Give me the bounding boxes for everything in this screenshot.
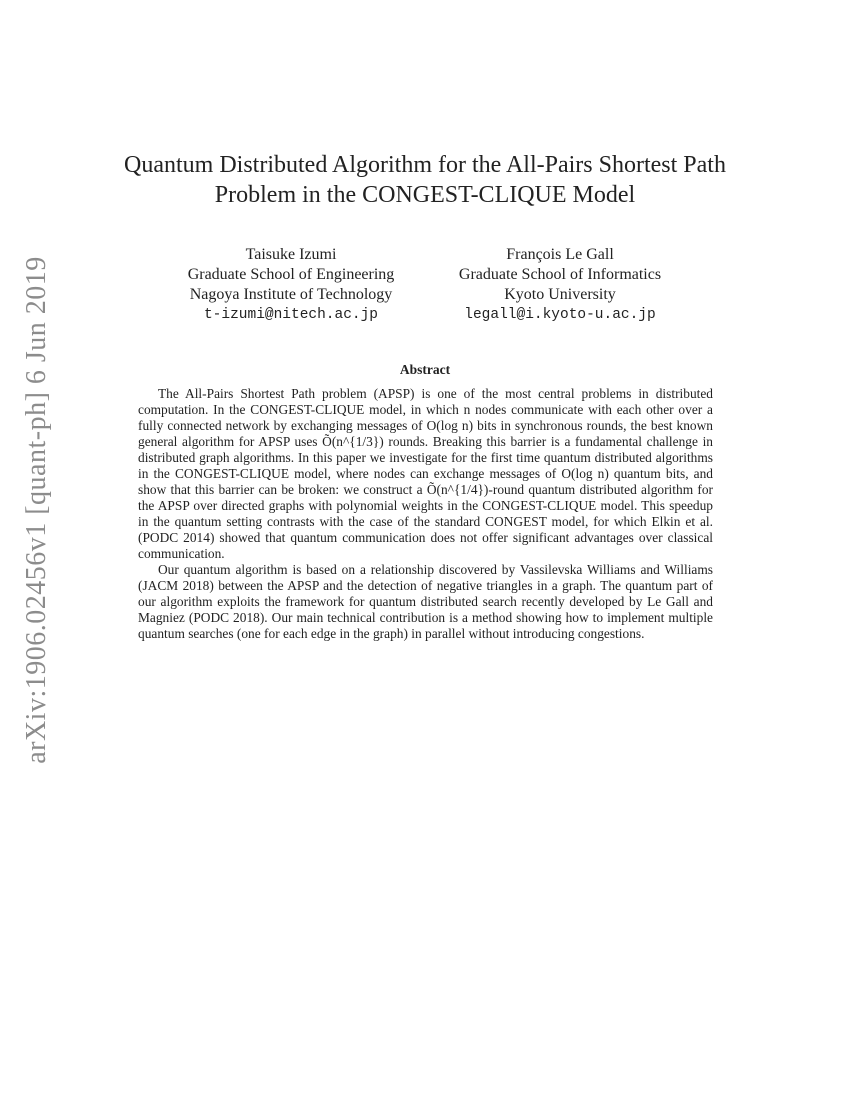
title-line-2: Problem in the CONGEST-CLIQUE Model <box>214 182 636 208</box>
abstract-heading: Abstract <box>399 362 451 377</box>
arxiv-identifier-stamp: arXiv:1906.02456v1 [quant-ph] 6 Jun 2019 <box>21 256 52 764</box>
abstract-paragraph-1: The All-Pairs Shortest Path problem (APSP) is one of the most central problems in distributed computation. In the CONGEST-CLIQUE model, in which n nodes communicate with each other over a fully connected network by exchanging messages of O(log n) bits in synchronous rounds, the best known general algorithm for APSP uses Õ(n^{1/3}) rounds. Breaking this barrier is a fundamental challenge in distributed graph algorithms. In this paper we investigate for the first time quantum distributed algorithms in the CONGEST-CLIQUE model, where nodes can exchange messages of O(log n) quantum bits, and show that this barrier can be broken: we construct a Õ(n^{1/4})-round quantum distributed algorithm for the APSP over directed graphs with polynomial weights in the CONGEST-CLIQUE model. This speedup in the quantum setting contrasts with the case of the standard CONGEST model, for which Elkin et al. (PODC 2014) showed that quantum communication does not offer significant advantages over classical communication. <box>138 386 713 561</box>
author-email[interactable]: t-izumi@nitech.ac.jp <box>203 307 379 323</box>
author-name: François Le Gall <box>506 246 614 263</box>
author-department: Graduate School of Informatics <box>458 266 662 283</box>
title-line-1: Quantum Distributed Algorithm for the All-Pairs Shortest Path <box>124 152 726 178</box>
abstract-paragraph-2: Our quantum algorithm is based on a relationship discovered by Vassilevska Williams and Williams (JACM 2018) between the APSP and the detection of negative triangles in a graph. The quantum part of our algorithm exploits the framework for quantum distributed search recently developed by Le Gall and Magniez (PODC 2018). Our main technical contribution is a method showing how to implement multiple quantum searches (one for each edge in the graph) in parallel without introducing congestions. <box>138 562 713 641</box>
author-izumi <box>175 245 407 325</box>
paper-title <box>100 150 750 210</box>
author-institution: Kyoto University <box>504 286 616 303</box>
author-institution: Nagoya Institute of Technology <box>189 286 393 303</box>
abstract-body <box>138 386 713 642</box>
author-department: Graduate School of Engineering <box>187 266 395 283</box>
author-le-gall <box>445 245 675 325</box>
author-name: Taisuke Izumi <box>245 246 337 263</box>
author-email[interactable]: legall@i.kyoto-u.ac.jp <box>464 307 656 323</box>
